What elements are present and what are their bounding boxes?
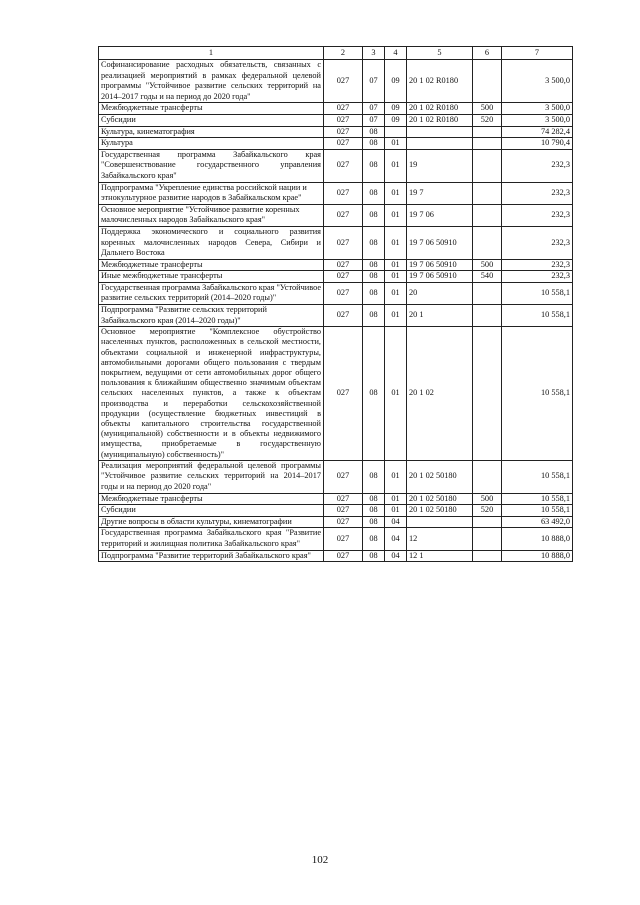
- table-row: [99, 138, 573, 150]
- table-row: [99, 182, 573, 204]
- amount: 10 558,1: [502, 305, 573, 327]
- amount: 63 492,0: [502, 516, 573, 528]
- expense-type-code: [473, 182, 502, 204]
- subsection-code: 09: [385, 103, 407, 115]
- amount: 3 500,0: [502, 114, 573, 126]
- subsection-code: 01: [385, 271, 407, 283]
- expense-type-code: [473, 528, 502, 550]
- header-row: [99, 47, 573, 60]
- grbs-code: 027: [324, 505, 363, 517]
- item-name: Межбюджетные трансферты: [99, 103, 324, 115]
- table-row: [99, 271, 573, 283]
- item-name: Культура: [99, 138, 324, 150]
- table-row: [99, 204, 573, 226]
- table-row: [99, 528, 573, 550]
- item-name: Подпрограмма "Укрепление единства российской нации и этнокультурное развитие народов в Забайкальском крае": [99, 182, 324, 204]
- section-code: 07: [363, 114, 385, 126]
- grbs-code: 027: [324, 460, 363, 493]
- expense-type-code: [473, 550, 502, 562]
- target-article-code: 19 7 06: [407, 204, 473, 226]
- grbs-code: 027: [324, 327, 363, 461]
- subsection-code: 04: [385, 528, 407, 550]
- item-name: Субсидии: [99, 505, 324, 517]
- subsection-code: 09: [385, 60, 407, 103]
- amount: 232,3: [502, 259, 573, 271]
- subsection-code: 01: [385, 305, 407, 327]
- section-code: 08: [363, 259, 385, 271]
- table-row: [99, 149, 573, 182]
- grbs-code: 027: [324, 60, 363, 103]
- section-code: 08: [363, 305, 385, 327]
- amount: 74 282,4: [502, 126, 573, 138]
- target-article-code: [407, 516, 473, 528]
- target-article-code: 20 1 02 50180: [407, 460, 473, 493]
- column-header: 5: [407, 47, 473, 60]
- item-name: Поддержка экономического и социального развития коренных малочисленных народов Севера, Сибири и Дальнего Востока: [99, 226, 324, 259]
- budget-table: [98, 46, 573, 562]
- section-code: 08: [363, 126, 385, 138]
- grbs-code: 027: [324, 493, 363, 505]
- grbs-code: 027: [324, 305, 363, 327]
- expense-type-code: 540: [473, 271, 502, 283]
- subsection-code: 01: [385, 259, 407, 271]
- grbs-code: 027: [324, 271, 363, 283]
- grbs-code: 027: [324, 516, 363, 528]
- column-header: 2: [324, 47, 363, 60]
- section-code: 08: [363, 327, 385, 461]
- expense-type-code: [473, 60, 502, 103]
- target-article-code: 19 7: [407, 182, 473, 204]
- amount: 10 558,1: [502, 460, 573, 493]
- section-code: 08: [363, 505, 385, 517]
- amount: 3 500,0: [502, 103, 573, 115]
- table-row: [99, 327, 573, 461]
- column-header: 6: [473, 47, 502, 60]
- expense-type-code: 500: [473, 493, 502, 505]
- item-name: Иные межбюджетные трансферты: [99, 271, 324, 283]
- table-row: [99, 460, 573, 493]
- column-header: 4: [385, 47, 407, 60]
- target-article-code: 20 1 02 50180: [407, 505, 473, 517]
- grbs-code: 027: [324, 103, 363, 115]
- section-code: 08: [363, 226, 385, 259]
- item-name: Другие вопросы в области культуры, кинематографии: [99, 516, 324, 528]
- amount: 10 558,1: [502, 282, 573, 304]
- section-code: 08: [363, 204, 385, 226]
- expense-type-code: [473, 138, 502, 150]
- subsection-code: 01: [385, 226, 407, 259]
- grbs-code: 027: [324, 226, 363, 259]
- expense-type-code: [473, 204, 502, 226]
- expense-type-code: [473, 126, 502, 138]
- amount: 232,3: [502, 204, 573, 226]
- grbs-code: 027: [324, 138, 363, 150]
- page-number: 102: [311, 854, 329, 866]
- target-article-code: 20: [407, 282, 473, 304]
- amount: 10 558,1: [502, 493, 573, 505]
- table-row: [99, 493, 573, 505]
- subsection-code: [385, 126, 407, 138]
- target-article-code: 20 1 02 50180: [407, 493, 473, 505]
- target-article-code: 19: [407, 149, 473, 182]
- grbs-code: 027: [324, 282, 363, 304]
- subsection-code: 01: [385, 282, 407, 304]
- grbs-code: 027: [324, 550, 363, 562]
- table-row: [99, 305, 573, 327]
- target-article-code: 19 7 06 50910: [407, 271, 473, 283]
- subsection-code: 01: [385, 149, 407, 182]
- table-row: [99, 550, 573, 562]
- subsection-code: 04: [385, 550, 407, 562]
- subsection-code: 01: [385, 138, 407, 150]
- amount: 10 888,0: [502, 550, 573, 562]
- target-article-code: 19 7 06 50910: [407, 259, 473, 271]
- section-code: 08: [363, 460, 385, 493]
- item-name: Государственная программа Забайкальского края "Совершенствование государственного управления Забайкальского края": [99, 149, 324, 182]
- grbs-code: 027: [324, 114, 363, 126]
- table-row: [99, 282, 573, 304]
- item-name: Реализация мероприятий федеральной целевой программы "Устойчивое развитие сельских территорий на 2014–2017 годы и на период до 2020 года": [99, 460, 324, 493]
- item-name: Государственная программа Забайкальского края "Устойчивое развитие сельских территорий (2014–2020 годы)": [99, 282, 324, 304]
- table-row: [99, 126, 573, 138]
- grbs-code: 027: [324, 149, 363, 182]
- table-row: [99, 505, 573, 517]
- target-article-code: 20 1: [407, 305, 473, 327]
- section-code: 08: [363, 149, 385, 182]
- target-article-code: 12: [407, 528, 473, 550]
- expense-type-code: 520: [473, 505, 502, 517]
- section-code: 07: [363, 60, 385, 103]
- item-name: Софинансирование расходных обязательств, связанных с реализацией мероприятий в рамках федеральной целевой программы "Устойчивое развитие сельских территорий на 2014–2017 годы и на период до 2020 года": [99, 60, 324, 103]
- grbs-code: 027: [324, 204, 363, 226]
- column-header: 3: [363, 47, 385, 60]
- grbs-code: 027: [324, 182, 363, 204]
- target-article-code: 12 1: [407, 550, 473, 562]
- expense-type-code: [473, 516, 502, 528]
- section-code: 08: [363, 550, 385, 562]
- subsection-code: 01: [385, 204, 407, 226]
- amount: 10 790,4: [502, 138, 573, 150]
- subsection-code: 09: [385, 114, 407, 126]
- section-code: 08: [363, 516, 385, 528]
- amount: 10 558,1: [502, 327, 573, 461]
- amount: 232,3: [502, 226, 573, 259]
- amount: 10 558,1: [502, 505, 573, 517]
- item-name: Субсидии: [99, 114, 324, 126]
- section-code: 08: [363, 271, 385, 283]
- target-article-code: 20 1 02: [407, 327, 473, 461]
- item-name: Основное мероприятие "Комплексное обустройство населенных пунктов, расположенных в сельской местности, объектами социальной и инженерной инфраструктуры, автомобильными дорогами общего пользования с твердым покрытием, ведущими от сети автомобильных дорог общего пользования к ближайшим общественно значимым объектам сельских населенных пунктов, а также к объектам производства и переработки сельскохозяйственной продукции (осуществление бюджетных инвестиций в объекты капитального строительства государственной (муниципальной) собственности и в объекты недвижимого имущества, приобретаемые в государственную (муниципальную) собственность)": [99, 327, 324, 461]
- target-article-code: 20 1 02 R0180: [407, 114, 473, 126]
- table-row: [99, 259, 573, 271]
- expense-type-code: [473, 327, 502, 461]
- item-name: Государственная программа Забайкальского края "Развитие территорий и жилищная политика Забайкальского края": [99, 528, 324, 550]
- table-row: [99, 60, 573, 103]
- subsection-code: 04: [385, 516, 407, 528]
- item-name: Культура, кинематография: [99, 126, 324, 138]
- table-row: [99, 516, 573, 528]
- expense-type-code: [473, 305, 502, 327]
- amount: 3 500,0: [502, 60, 573, 103]
- expense-type-code: [473, 460, 502, 493]
- grbs-code: 027: [324, 259, 363, 271]
- item-name: Подпрограмма "Развитие сельских территорий Забайкальского края (2014–2020 годы)": [99, 305, 324, 327]
- expense-type-code: 500: [473, 103, 502, 115]
- section-code: 07: [363, 103, 385, 115]
- target-article-code: 20 1 02 R0180: [407, 60, 473, 103]
- section-code: 08: [363, 138, 385, 150]
- subsection-code: 01: [385, 505, 407, 517]
- target-article-code: [407, 126, 473, 138]
- item-name: Межбюджетные трансферты: [99, 493, 324, 505]
- grbs-code: 027: [324, 126, 363, 138]
- item-name: Основное мероприятие "Устойчивое развитие коренных малочисленных народов Забайкальского края": [99, 204, 324, 226]
- column-header: 7: [502, 47, 573, 60]
- subsection-code: 01: [385, 460, 407, 493]
- item-name: Межбюджетные трансферты: [99, 259, 324, 271]
- expense-type-code: [473, 149, 502, 182]
- column-header: 1: [99, 47, 324, 60]
- grbs-code: 027: [324, 528, 363, 550]
- section-code: 08: [363, 528, 385, 550]
- table-row: [99, 226, 573, 259]
- amount: 232,3: [502, 182, 573, 204]
- target-article-code: 19 7 06 50910: [407, 226, 473, 259]
- section-code: 08: [363, 282, 385, 304]
- amount: 232,3: [502, 271, 573, 283]
- expense-type-code: 520: [473, 114, 502, 126]
- amount: 232,3: [502, 149, 573, 182]
- section-code: 08: [363, 182, 385, 204]
- table-row: [99, 103, 573, 115]
- section-code: 08: [363, 493, 385, 505]
- target-article-code: [407, 138, 473, 150]
- table-row: [99, 114, 573, 126]
- expense-type-code: 500: [473, 259, 502, 271]
- amount: 10 888,0: [502, 528, 573, 550]
- target-article-code: 20 1 02 R0180: [407, 103, 473, 115]
- subsection-code: 01: [385, 182, 407, 204]
- subsection-code: 01: [385, 493, 407, 505]
- item-name: Подпрограмма "Развитие территорий Забайкальского края": [99, 550, 324, 562]
- expense-type-code: [473, 226, 502, 259]
- expense-type-code: [473, 282, 502, 304]
- subsection-code: 01: [385, 327, 407, 461]
